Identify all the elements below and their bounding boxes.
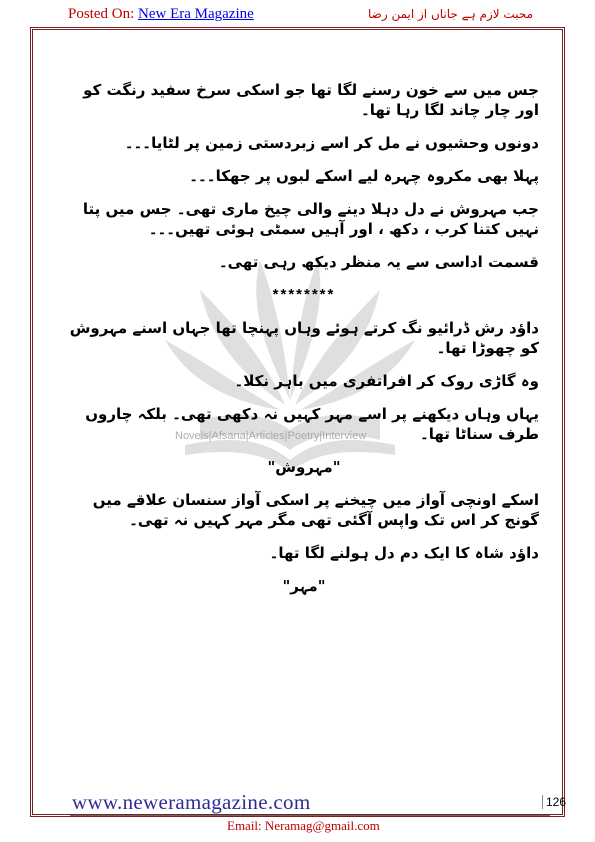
watermark-text: Novels|Afsana|Articles|Poetry|Interview bbox=[175, 430, 367, 442]
paragraph: یہاں وہاں دیکھنے پر اسے مہر کہیں نہ دکھی تھی۔ بلکہ چاروں طرف سناٹا تھا۔ bbox=[85, 405, 539, 443]
page-number: 126 bbox=[542, 795, 566, 809]
paragraph: اسکے اونچی آواز میں چیخنے پر اسکی آواز سنسان علاقے میں گونج کر اس تک واپس آگئی تھی مگر مہر کہیں نہ تھی۔ bbox=[92, 491, 539, 529]
email-address[interactable]: Email: Neramag@gmail.com bbox=[227, 818, 380, 833]
paragraph: پہلا بھی مکروہ چہرہ لیے اسکے لبوں پر جھکا۔۔۔ bbox=[189, 167, 539, 185]
paragraph: دونوں وحشیوں نے مل کر اسے زبردستی زمین پر لٹایا۔۔۔ bbox=[124, 134, 539, 152]
website-url[interactable]: www.neweramagazine.com bbox=[72, 790, 311, 814]
paragraph: وہ گاڑی روک کر افراتفری میں باہر نکلا۔ bbox=[234, 372, 539, 390]
posted-on-header bbox=[68, 6, 254, 23]
paragraph: جس میں سے خون رسنے لگا تھا جو اسکی سرخ سفید رنگت کو اور چار چاند لگا رہا تھا۔ bbox=[83, 81, 539, 119]
magazine-link[interactable]: New Era Magazine bbox=[138, 6, 254, 22]
paragraph: جب مہروش نے دل دہلا دینے والی چیخ ماری تھی۔ جس میں پتا نہیں کتنا کرب ، دکھ ، اور آہیں سمٹی ہوئی تھیں۔۔۔ bbox=[82, 200, 539, 238]
dialogue-line: "مہروش" bbox=[267, 458, 341, 476]
paragraph: داؤد رش ڈرائیو نگ کرتے ہوئے وہاں پہنچا تھا جہاں اسنے مہروش کو چھوڑا تھا۔ bbox=[69, 319, 539, 357]
book-title-header: محبت لازم ہے جاناں از ایمن رضا bbox=[368, 7, 533, 21]
paragraph: قسمت اداسی سے یہ منظر دیکھ رہی تھی۔ bbox=[218, 253, 539, 271]
dialogue-line: "مہر" bbox=[282, 577, 326, 595]
posted-on-label: Posted On: bbox=[68, 6, 139, 22]
story-text bbox=[69, 80, 539, 609]
section-separator: ******** bbox=[272, 286, 336, 303]
paragraph: داؤد شاہ کا ایک دم دل ہولنے لگا تھا۔ bbox=[269, 544, 539, 562]
footer-divider bbox=[70, 815, 550, 816]
